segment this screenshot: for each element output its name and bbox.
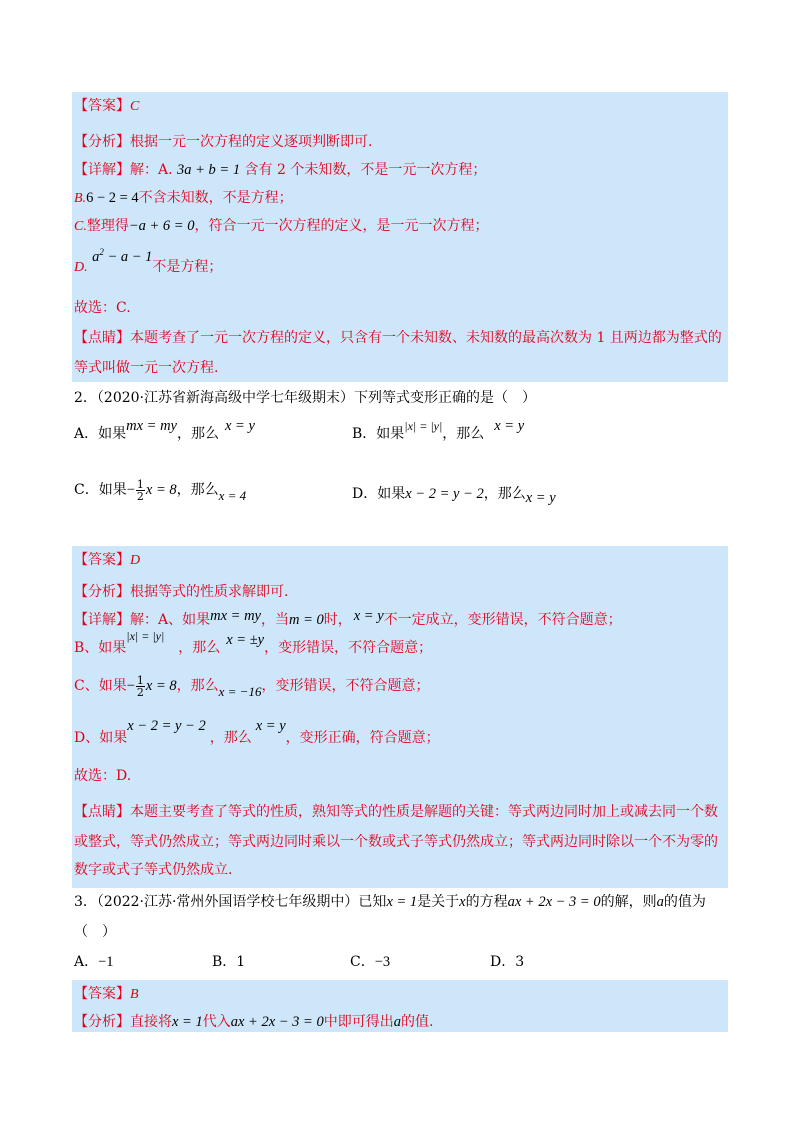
q1-detail-d-line xyxy=(74,248,222,276)
option-d-math2: x = y xyxy=(525,490,556,506)
q1-analysis-line xyxy=(74,128,372,156)
detail-a-text: 含有 2 个未知数，不是一元一次方程； xyxy=(244,162,487,178)
q3-stem3: 的方程 xyxy=(465,894,508,910)
q1-detail-c-line xyxy=(74,212,488,240)
detail-d-text1: D、如果 xyxy=(74,730,128,746)
option-d-mid: ，那么 xyxy=(483,486,526,502)
q3-stem-line xyxy=(74,888,706,916)
q2-choose-line xyxy=(74,762,131,790)
option-c-minus: − xyxy=(126,482,135,498)
analysis-math3: a xyxy=(393,1014,401,1030)
q2-option-c xyxy=(74,476,246,504)
q1-choose-line xyxy=(74,294,131,322)
frac-num: 1 xyxy=(136,477,144,491)
detail-d-math1: x − 2 = y − 2 xyxy=(127,718,206,734)
analysis-text1: 直接将 xyxy=(130,1014,172,1030)
q1-detail-a-line xyxy=(74,156,486,184)
detail-tag: 【详解】 xyxy=(74,612,130,628)
frac-num: 1 xyxy=(136,673,144,687)
detail-d-math-exp: 2 xyxy=(99,247,104,257)
option-b-label: B． xyxy=(212,954,237,970)
q2-comment-line3 xyxy=(74,856,232,884)
option-a-mid: ，那么 xyxy=(176,426,219,442)
detail-a-math1: mx = my xyxy=(210,608,261,624)
q3-stem-math2: x xyxy=(459,894,466,910)
option-d-label: D． xyxy=(490,954,516,970)
detail-d-text: 不是方程； xyxy=(152,259,223,275)
q3-paren: （ ） xyxy=(74,924,116,940)
q3-option-c xyxy=(350,948,390,976)
q2-analysis-line xyxy=(74,578,288,606)
detail-tag: 【详解】 xyxy=(74,162,130,178)
option-c-math2: x = 4 xyxy=(218,488,247,503)
comment-text2: 或整式，等式仍然成立；等式两边同时乘以一个数或式子等式仍然成立；等式两边同时除以一个不为零的 xyxy=(74,834,718,850)
detail-b-text1: B、如果 xyxy=(74,640,127,656)
q3-answer-line xyxy=(74,980,139,1008)
option-c-label: C． xyxy=(350,954,375,970)
q2-detail-d-line xyxy=(74,718,440,752)
q1-answer-line xyxy=(74,92,139,120)
option-c-label: C．如果 xyxy=(74,482,127,498)
analysis-text: 根据一元一次方程的定义逐项判断即可. xyxy=(130,134,373,150)
option-a-math2: x = y xyxy=(224,418,255,434)
choose-text: 故选：D. xyxy=(74,768,132,784)
detail-a-math3: x = y xyxy=(353,608,384,624)
analysis-text2: 代入 xyxy=(202,1014,231,1030)
q2-stem: 2．（2020·江苏省新海高级中学七年级期末）下列等式变形正确的是（ ） xyxy=(74,390,536,406)
detail-c-math: −a + 6 = 0 xyxy=(128,218,195,234)
option-a-value: −1 xyxy=(98,954,114,970)
option-c-value: −3 xyxy=(374,954,391,970)
option-a-label: A． xyxy=(74,954,99,970)
comment-text1: 本题主要考查了等式的性质，熟知等式的性质是解题的关键：等式两边同时加上或减去同一个数 xyxy=(130,804,718,820)
option-c-mid: ，那么 xyxy=(176,482,219,498)
q2-detail-c-line xyxy=(74,672,429,700)
option-c-fraction xyxy=(136,479,145,502)
q3-paren-line xyxy=(74,918,116,946)
analysis-tag: 【分析】 xyxy=(74,134,130,150)
detail-b-text3: ，变形错误，不符合题意； xyxy=(264,640,433,656)
option-d-math1: x − 2 = y − 2 xyxy=(405,486,484,502)
answer-tag: 【答案】 xyxy=(74,98,130,114)
answer-value: D xyxy=(130,553,141,568)
q3-analysis-line xyxy=(74,1008,433,1036)
choose-text: 故选：C. xyxy=(74,300,131,316)
answer-tag: 【答案】 xyxy=(74,552,130,568)
frac-den: 2 xyxy=(136,685,144,699)
q2-option-d xyxy=(352,480,556,508)
q2-comment-line1 xyxy=(74,798,718,826)
q3-stem-math1: x = 1 xyxy=(386,894,418,910)
analysis-math1: x = 1 xyxy=(172,1014,203,1030)
detail-d-math-rest: − a − 1 xyxy=(103,249,153,265)
answer-value: B xyxy=(130,987,139,1002)
q1-comment-line2 xyxy=(74,354,218,382)
q3-stem5: 的值为 xyxy=(663,894,706,910)
analysis-math2: ax + 2x − 3 = 0 xyxy=(230,1014,324,1030)
analysis-text4: 的值. xyxy=(400,1014,434,1030)
q2-option-a xyxy=(74,420,255,448)
detail-b-math: 6 − 2 = 4 xyxy=(86,190,139,206)
detail-a-text2: ，当 xyxy=(260,612,289,628)
analysis-text3: 中即可得出 xyxy=(323,1014,394,1030)
detail-c-text1: C、如果 xyxy=(74,678,127,694)
q2-detail-b-line xyxy=(74,629,433,662)
detail-c-minus: − xyxy=(126,678,135,694)
detail-d-text3: ，变形正确，符合题意； xyxy=(285,730,440,746)
q1-detail-b-line xyxy=(74,184,293,212)
q3-stem2: 是关于 xyxy=(417,894,460,910)
answer-tag: 【答案】 xyxy=(74,986,130,1002)
detail-c-math1: x = 8 xyxy=(145,678,177,694)
frac-den: 2 xyxy=(136,489,144,503)
q1-comment-line1 xyxy=(74,324,722,352)
detail-d-math2: x = y xyxy=(255,718,286,734)
comment-tag: 【点睛】 xyxy=(74,804,130,820)
q3-option-b xyxy=(212,948,245,976)
detail-a-text1: 解：A、如果 xyxy=(130,612,211,628)
detail-d-label: D. xyxy=(74,260,88,275)
detail-a-prefix: 解：A. xyxy=(130,162,173,178)
detail-c-fraction xyxy=(136,675,145,698)
option-b-math1: |x| = |y| xyxy=(404,419,443,433)
detail-c-text2: ，那么 xyxy=(176,678,219,694)
option-d-label: D．如果 xyxy=(352,486,406,502)
option-a-label: A．如果 xyxy=(74,426,127,442)
analysis-tag: 【分析】 xyxy=(74,584,130,600)
q3-stem4: 的解，则 xyxy=(600,894,657,910)
detail-a-math2: m = 0 xyxy=(288,612,324,628)
comment-text2: 等式叫做一元一次方程. xyxy=(74,360,219,376)
q2-comment-line2 xyxy=(74,828,718,856)
option-b-label: B．如果 xyxy=(352,426,405,442)
detail-c-math2: x = −16 xyxy=(218,684,262,699)
q3-stem-math4: a xyxy=(656,894,664,910)
option-b-value: 1 xyxy=(236,954,246,970)
comment-text1: 本题考查了一元一次方程的定义，只含有一个未知数、未知数的最高次数为 1 且两边都为整式的 xyxy=(130,330,722,346)
analysis-text: 根据等式的性质求解即可. xyxy=(130,584,289,600)
detail-c-text1: 整理得 xyxy=(86,218,129,234)
detail-d-text2: ，那么 xyxy=(209,730,252,746)
option-b-mid: ，那么 xyxy=(442,426,485,442)
option-d-value: 3 xyxy=(515,954,525,970)
answer-value: C xyxy=(130,99,140,114)
q3-option-d xyxy=(490,948,524,976)
option-a-math1: mx = my xyxy=(126,418,177,434)
comment-tag: 【点睛】 xyxy=(74,330,130,346)
q3-option-a xyxy=(74,948,114,976)
option-b-math2: x = y xyxy=(494,418,525,434)
q3-stem1: 3．（2022·江苏·常州外国语学校七年级期中）已知 xyxy=(74,894,387,910)
analysis-tag: 【分析】 xyxy=(74,1014,130,1030)
q2-option-b xyxy=(352,420,524,448)
q2-answer-line xyxy=(74,546,140,574)
detail-b-label: B. xyxy=(74,191,87,206)
detail-c-text2: ，符合一元一次方程的定义，是一元一次方程； xyxy=(194,218,489,234)
comment-text3: 数字或式子等式仍然成立. xyxy=(74,862,233,878)
detail-d-math-base: a xyxy=(92,249,100,265)
detail-b-math1: |x| = |y| xyxy=(126,629,165,643)
detail-b-text2: ，那么 xyxy=(178,640,221,656)
detail-c-label: C. xyxy=(74,219,87,234)
detail-b-text: 不含未知数，不是方程； xyxy=(138,190,293,206)
q2-stem-line xyxy=(74,384,536,412)
detail-b-math2: x = ±y xyxy=(226,632,265,648)
detail-a-text3: 时， xyxy=(323,612,352,628)
detail-a-text4: 不一定成立，变形错误，不符合题意； xyxy=(383,612,622,628)
detail-a-math: 3a + b = 1 xyxy=(177,162,241,178)
detail-c-text3: ，变形错误，不符合题意； xyxy=(261,678,430,694)
q3-stem-math3: ax + 2x − 3 = 0 xyxy=(507,894,601,910)
option-c-math1: x = 8 xyxy=(145,482,177,498)
